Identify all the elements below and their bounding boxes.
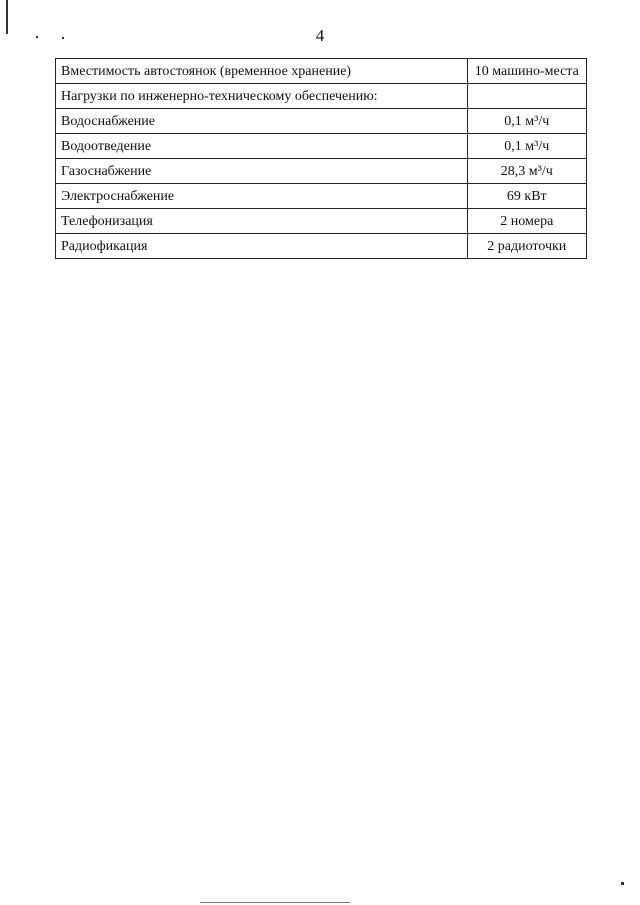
row-value: 10 машино-места xyxy=(467,59,586,84)
row-value xyxy=(467,84,586,109)
row-label: Телефонизация xyxy=(56,209,468,234)
table-row xyxy=(56,234,587,259)
table-row xyxy=(56,184,587,209)
row-label: Электроснабжение xyxy=(56,184,468,209)
row-value: 0,1 м³/ч xyxy=(467,134,586,159)
table-row xyxy=(56,109,587,134)
parameters-table xyxy=(55,58,587,259)
scan-artifact-dot xyxy=(621,882,624,885)
row-label: Водоснабжение xyxy=(56,109,468,134)
row-value: 2 номера xyxy=(467,209,586,234)
row-value: 69 кВт xyxy=(467,184,586,209)
scan-artifact-bottom-line xyxy=(200,902,350,903)
row-label: Водоотведение xyxy=(56,134,468,159)
table-row xyxy=(56,159,587,184)
row-label: Вместимость автостоянок (временное хранение) xyxy=(56,59,468,84)
row-value: 0,1 м³/ч xyxy=(467,109,586,134)
table-row xyxy=(56,84,587,109)
row-label: Нагрузки по инженерно-техническому обеспечению: xyxy=(56,84,468,109)
row-value: 2 радиоточки xyxy=(467,234,586,259)
table-row xyxy=(56,134,587,159)
row-label: Радиофикация xyxy=(56,234,468,259)
table-row xyxy=(56,59,587,84)
table-row xyxy=(56,209,587,234)
page-number: 4 xyxy=(315,26,325,45)
row-value: 28,3 м³/ч xyxy=(467,159,586,184)
row-label: Газоснабжение xyxy=(56,159,468,184)
